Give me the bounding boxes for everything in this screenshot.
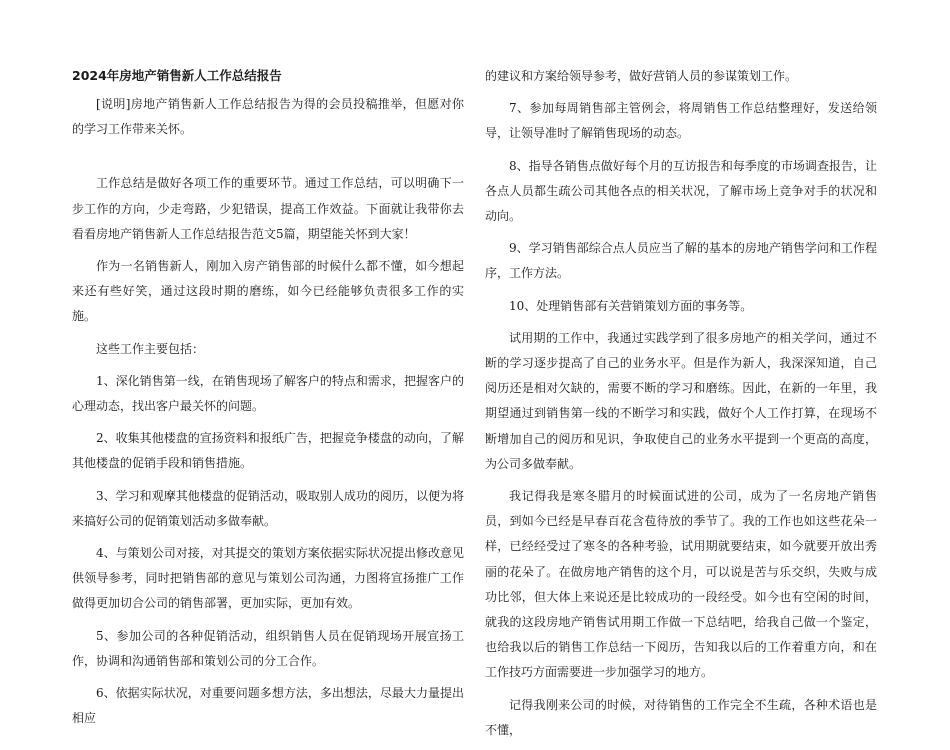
list-item: 4、与策划公司对接，对其提交的策划方案依据实际状况提出修改意见供领导参考，同时把销售部的意见与策划公司沟通，力图将宣扬推广工作做得更加切合公司的销售部署，更加实际，更加有效。 — [72, 546, 464, 611]
list-item: 5、参加公司的各种促销活动，组织销售人员在促销现场开展宣扬工作，协调和沟通销售部和策划公司的分工合作。 — [72, 628, 464, 668]
list-item: 7、参加每周销售部主管例会，将周销售工作总结整理好，发送给领导，让领导准时了解销售现场的动态。 — [485, 101, 877, 141]
paragraph: 工作总结是做好各项工作的重要环节。通过工作总结，可以明确下一步工作的方向，少走弯路，少犯错误，提高工作效益。下面就让我带你去看看房地产销售新人工作总结报告范文5篇，期望能关怀到大家！ — [72, 176, 464, 241]
paragraph-continued: 的建议和方案给领导参考，做好营销人员的参谋策划工作。 — [485, 69, 798, 83]
list-item: 6、依据实际状况，对重要问题多想方法，多出想法，尽最大力量提出相应 — [72, 686, 464, 726]
intro-note: [说明]房地产销售新人工作总结报告为得的会员投稿推举，但愿对你的学习工作带来关怀。 — [72, 97, 464, 137]
list-item: 3、学习和观摩其他楼盘的促销活动，吸取别人成功的阅历，以便为将来搞好公司的促销策划活动多做奉献。 — [72, 488, 464, 528]
right-column — [485, 64, 877, 750]
list-item: 10、处理销售部有关营销策划方面的事务等。 — [509, 298, 753, 313]
paragraph: 我记得我是寒冬腊月的时候面试进的公司，成为了一名房地产销售员，到如今已经是早春百花含苞待放的季节了。我的工作也如这些花朵一样，已经经受过了寒冬的各种考验，试用期就要结束，如今就要开放出秀丽的花朵了。在做房地产销售的这个月，可以说是苦与乐交织，失败与成功比邻，但大体上来说还是比较成功的一段经受。如今也有空闲的时间，就我的这段房地产销售试用期工作做一下总结吧，给我自己做一个鉴定，也给我以后的销售工作总结一下阅历，告知我以后的工作着重方向，和在工作技巧方面需要进一步加强学习的地方。 — [485, 489, 877, 680]
paragraph: 这些工作主要包括： — [96, 341, 205, 356]
list-item: 8、指导各销售点做好每个月的互访报告和每季度的市场调查报告，让各点人员都生疏公司其他各点的相关状况，了解市场上竞争对手的状况和动向。 — [485, 158, 877, 224]
paragraph: 试用期的工作中，我通过实践学到了很多房地产的相关学问，通过不断的学习逐步提高了自己的业务水平。但是作为新人，我深深知道，自己阅历还是相对欠缺的，需要不断的学习和磨练。因此，在新的一年里，我期望通过到销售第一线的不断学习和实践，做好个人工作打算，在现场不断增加自己的阅历和见识，争取使自己的业务水平提到一个更高的高度，为公司多做奉献。 — [485, 330, 877, 471]
paragraph: 作为一名销售新人，刚加入房产销售部的时候什么都不懂，如今想起来还有些好笑，通过这段时期的磨练，如今已经能够负责很多工作的实施。 — [72, 259, 464, 324]
list-item: 2、收集其他楼盘的宣扬资料和报纸广告，把握竞争楼盘的动向，了解其他楼盘的促销手段和销售措施。 — [72, 431, 464, 471]
left-column — [72, 64, 464, 738]
spacer — [72, 149, 464, 171]
list-item: 9、学习销售部综合点人员应当了解的基本的房地产销售学问和工作程序，工作方法。 — [485, 241, 877, 281]
list-item: 1、深化销售第一线，在销售现场了解客户的特点和需求，把握客户的心理动态，找出客户最关怀的问题。 — [72, 373, 464, 414]
paragraph: 记得我刚来公司的时候，对待销售的工作完全不生疏，各种术语也是不懂， — [485, 697, 877, 737]
document-title: 2024年房地产销售新人工作总结报告 — [72, 68, 282, 83]
